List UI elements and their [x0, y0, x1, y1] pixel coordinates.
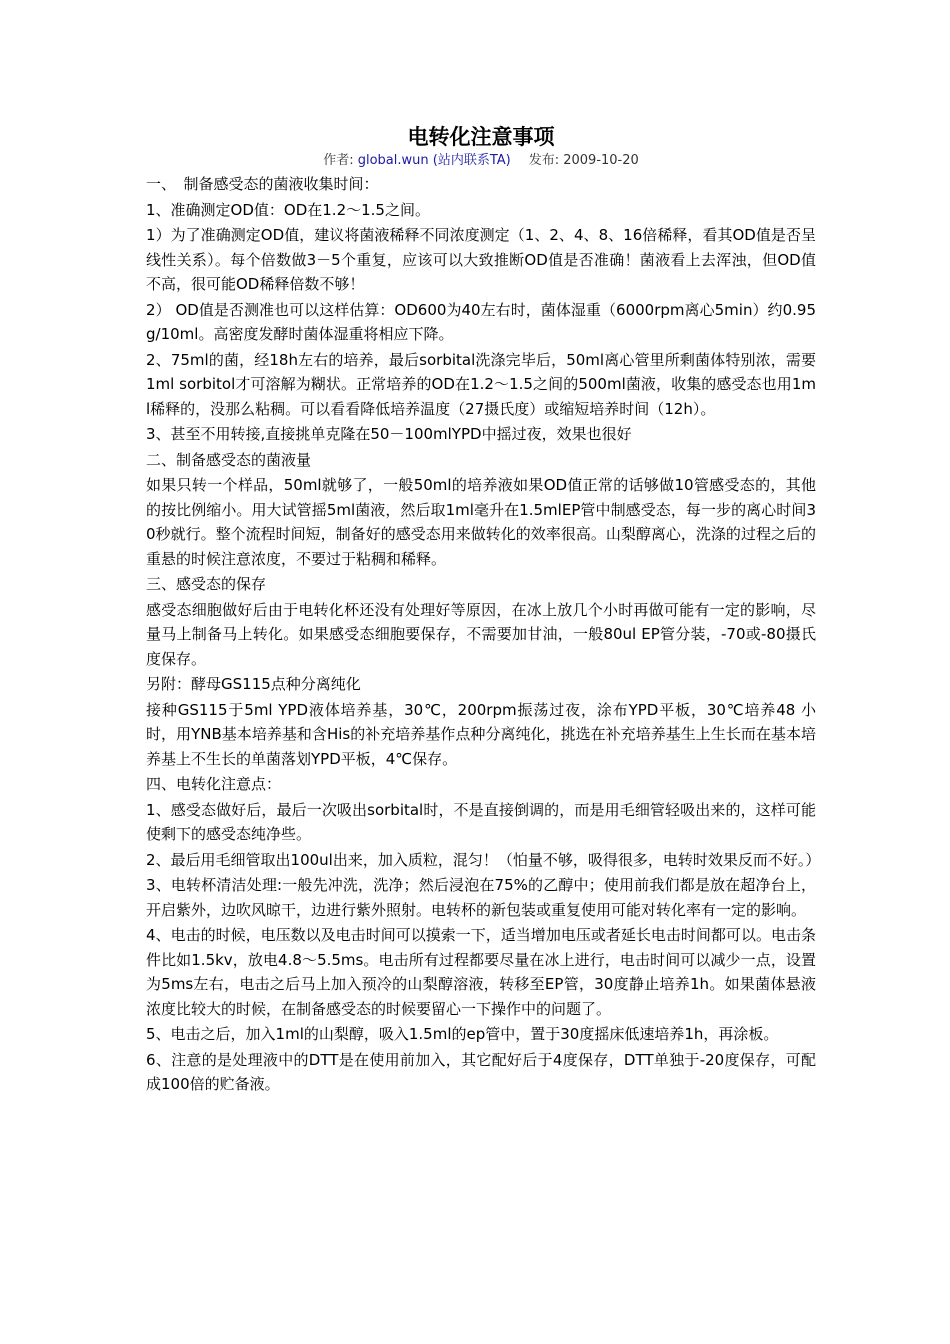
document-body — [146, 172, 821, 1097]
paragraph: 感受态细胞做好后由于电转化杯还没有处理好等原因，在冰上放几个小时再做可能有一定的影响，尽量马上制备马上转化。如果感受态细胞要保存，不需要加甘油，一般80ul EP管分装，-70或-80摄氏度保存。 — [146, 600, 816, 668]
contact-author-link[interactable]: (站内联系TA) — [432, 153, 511, 168]
paragraph: 2、最后用毛细管取出100ul出来，加入质粒，混匀！（怕量不够，吸得很多，电转时效果反而不好。） — [146, 850, 821, 869]
publish-date: 2009-10-20 — [563, 153, 639, 168]
paragraph: 6、注意的是处理液中的DTT是在使用前加入，其它配好后于4度保存，DTT单独于-20度保存，可配成100倍的贮备液。 — [146, 1050, 816, 1093]
paragraph: 1、准确测定OD值：OD在1.2～1.5之间。 — [146, 200, 430, 219]
paragraph: 3、甚至不用转接,直接挑单克隆在50－100mlYPD中摇过夜，效果也很好 — [146, 425, 632, 443]
paragraph: 5、电击之后，加入1ml的山梨醇，吸入1.5ml的ep管中，置于30度摇床低速培养1h，再涂板。 — [146, 1025, 779, 1043]
section-heading: 二、制备感受态的菌液量 — [146, 450, 312, 469]
document-meta — [146, 152, 816, 170]
paragraph: 1）为了准确测定OD值，建议将菌液稀释不同浓度测定（1、2、4、8、16倍稀释，看其OD值是否呈线性关系）。每个倍数做3－5个重复，应该可以大致推断OD值是否准确！菌液看上去浑浊，但OD值不高，很可能OD稀释倍数不够！ — [146, 226, 816, 293]
section-heading: 另附：酵母GS115点种分离纯化 — [146, 675, 361, 693]
paragraph: 2） OD值是否测准也可以这样估算：OD600为40左右时，菌体湿重（6000rpm离心5min）约0.95g/10ml。高密度发酵时菌体湿重将相应下降。 — [146, 300, 816, 343]
paragraph: 4、电击的时候，电压数以及电击时间可以摸索一下，适当增加电压或者延长电击时间都可以。电击条件比如1.5kv，放电4.8～5.5ms。电击所有过程都要尽量在冰上进行，电击时间可以减少一点，设置为5ms左右，电击之后马上加入预冷的山梨醇溶液，转移至EP管，30度静止培养1h。如果菌体悬液浓度比较大的时候，在制备感受态的时候要留心一下操作中的问题了。 — [146, 926, 816, 1018]
paragraph: 1、感受态做好后，最后一次吸出sorbital时，不是直接倒调的，而是用毛细管轻吸出来的，这样可能使剩下的感受态纯净些。 — [146, 800, 816, 843]
paragraph: 一、 制备感受态的菌液收集时间： — [146, 175, 379, 193]
document-title: 电转化注意事项 — [407, 125, 555, 149]
paragraph: 2、75ml的菌，经18h左右的培养，最后sorbital洗涤完毕后，50ml离心管里所剩菌体特别浓，需要1ml sorbitol才可溶解为糊状。正常培养的OD在1.2～1.5之间的500ml菌液，收集的感受态也用1ml稀释的，没那么粘稠。可以看看降低培养温度（27摄氏度）或缩短培养时间（12h）。 — [146, 350, 816, 418]
author-label: 作者: — [323, 153, 358, 168]
document-page — [146, 122, 821, 1098]
date-label: 发布: — [528, 153, 564, 168]
section-heading: 三、感受态的保存 — [146, 575, 267, 593]
paragraph: 接种GS115于5ml YPD液体培养基，30℃，200rpm振荡过夜，涂布YPD平板，30℃培养48 小时，用YNB基本培养基和含His的补充培养基作点种分离纯化，挑选在补充培养基生上生长而在基本培养基上不生长的单菌落划YPD平板，4℃保存。 — [146, 700, 816, 768]
author-name-link[interactable]: global.wun — [357, 153, 429, 168]
section-heading: 四、电转化注意点： — [146, 775, 282, 793]
paragraph: 3、电转杯清洁处理:一般先冲洗，洗净；然后浸泡在75%的乙醇中；使用前我们都是放在超净台上，开启紫外，边吹风晾干，边进行紫外照射。电转杯的新包装或重复使用可能对转化率有一定的影响。 — [146, 876, 816, 919]
paragraph: 如果只转一个样品，50ml就够了，一般50ml的培养液如果OD值正常的话够做10管感受态的，其他的按比例缩小。用大试管摇5ml菌液，然后取1ml毫升在1.5mlEP管中制感受态，每一步的离心时间30秒就行。整个流程时间短，制备好的感受态用来做转化的效率很高。山梨醇离心，洗涤的过程之后的重悬的时候注意浓度，不要过于粘稠和稀释。 — [146, 476, 816, 568]
